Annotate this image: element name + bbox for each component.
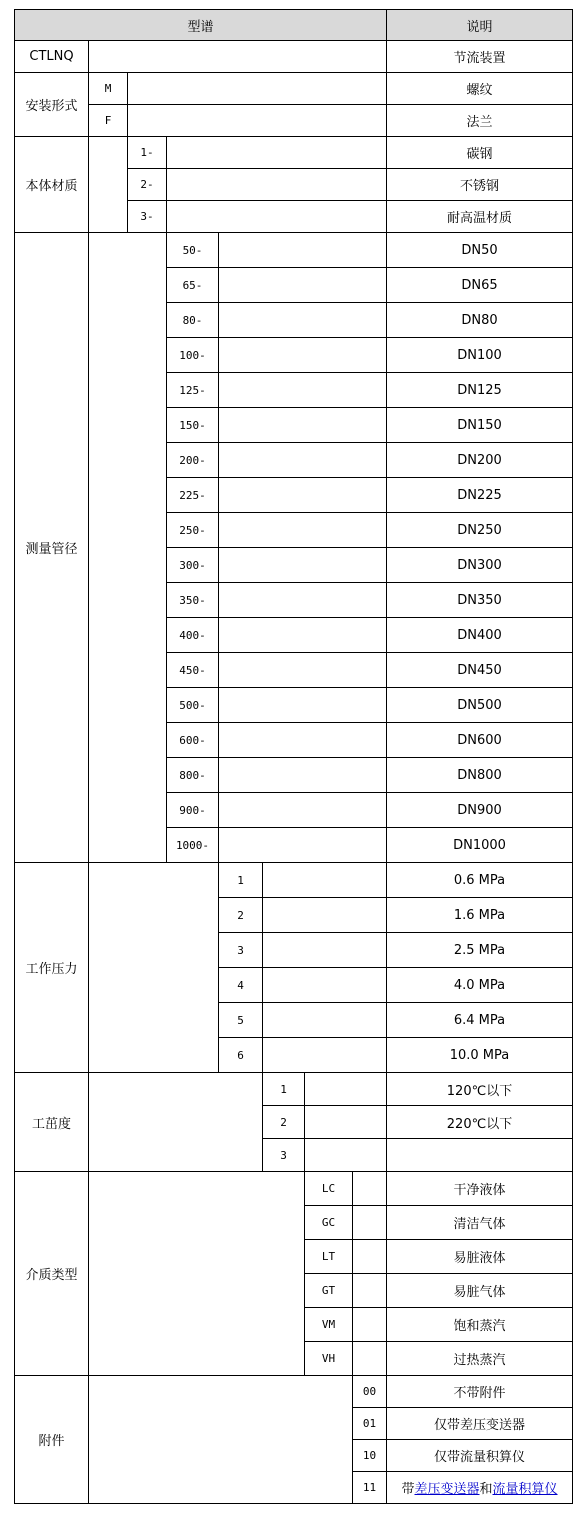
option-code: GC — [305, 1206, 353, 1240]
option-code: 1 — [219, 863, 263, 898]
option-code: 11 — [353, 1472, 387, 1504]
description-link[interactable]: 流量积算仪 — [492, 1482, 558, 1497]
spacer-cell — [89, 1376, 353, 1504]
table-row — [15, 863, 573, 898]
option-code: LT — [305, 1240, 353, 1274]
spacer-cell — [263, 933, 387, 968]
spacer-cell — [263, 863, 387, 898]
spacer-cell — [89, 1172, 305, 1376]
description-cell: 节流装置 — [387, 41, 573, 73]
option-code: 80- — [167, 303, 219, 338]
description-cell: 6.4 MPa — [387, 1003, 573, 1038]
option-code: F — [89, 105, 128, 137]
description-cell: 仅带差压变送器 — [387, 1408, 573, 1440]
spacer-cell — [219, 373, 387, 408]
option-code: 900- — [167, 793, 219, 828]
spacer-cell — [219, 618, 387, 653]
spacer-cell — [305, 1073, 387, 1106]
description-cell: DN400 — [387, 618, 573, 653]
description-cell: DN100 — [387, 338, 573, 373]
description-cell: DN200 — [387, 443, 573, 478]
description-cell: 1.6 MPa — [387, 898, 573, 933]
spacer-cell — [89, 41, 387, 73]
spacer-cell — [305, 1106, 387, 1139]
option-code: VM — [305, 1308, 353, 1342]
description-cell: 0.6 MPa — [387, 863, 573, 898]
description-cell: 碳钢 — [387, 137, 573, 169]
spacer-cell — [353, 1172, 387, 1206]
table-row — [15, 41, 573, 73]
description-cell: 易脏液体 — [387, 1240, 573, 1274]
option-code: 1000- — [167, 828, 219, 863]
model-prefix-code: CTLNQ — [15, 41, 89, 73]
spacer-cell — [219, 478, 387, 513]
description-cell: DN450 — [387, 653, 573, 688]
option-code: 350- — [167, 583, 219, 618]
description-cell — [387, 1472, 573, 1504]
description-cell: 10.0 MPa — [387, 1038, 573, 1073]
option-code: GT — [305, 1274, 353, 1308]
spacer-cell — [263, 968, 387, 1003]
spacer-cell — [167, 137, 387, 169]
option-code: 225- — [167, 478, 219, 513]
header-row — [15, 10, 573, 41]
table-row — [15, 73, 573, 105]
option-code: 100- — [167, 338, 219, 373]
description-cell: 不带附件 — [387, 1376, 573, 1408]
description-link[interactable]: 差压变送器 — [414, 1482, 480, 1497]
spacer-cell — [305, 1139, 387, 1172]
description-cell: 120℃以下 — [387, 1073, 573, 1106]
spacer-cell — [353, 1342, 387, 1376]
table-row — [15, 1376, 573, 1408]
description-cell: 清洁气体 — [387, 1206, 573, 1240]
description-cell: 2.5 MPa — [387, 933, 573, 968]
description-cell: 4.0 MPa — [387, 968, 573, 1003]
spacer-cell — [219, 303, 387, 338]
description-cell: DN300 — [387, 548, 573, 583]
description-cell: 仅带流量积算仪 — [387, 1440, 573, 1472]
spacer-cell — [89, 1073, 263, 1172]
option-code: 600- — [167, 723, 219, 758]
description-cell: 法兰 — [387, 105, 573, 137]
spacer-cell — [353, 1274, 387, 1308]
description-cell: DN900 — [387, 793, 573, 828]
spacer-cell — [263, 1003, 387, 1038]
option-code: 200- — [167, 443, 219, 478]
spacer-cell — [353, 1206, 387, 1240]
model-spec-table — [14, 9, 573, 1504]
spacer-cell — [219, 268, 387, 303]
description-cell: DN250 — [387, 513, 573, 548]
option-code: 3- — [128, 201, 167, 233]
description-cell: DN500 — [387, 688, 573, 723]
spacer-cell — [219, 548, 387, 583]
spacer-cell — [219, 513, 387, 548]
option-code: 65- — [167, 268, 219, 303]
description-cell: DN125 — [387, 373, 573, 408]
description-cell: 220℃以下 — [387, 1106, 573, 1139]
description-cell: 易脏气体 — [387, 1274, 573, 1308]
option-code: VH — [305, 1342, 353, 1376]
option-code: 5 — [219, 1003, 263, 1038]
option-code: 1 — [263, 1073, 305, 1106]
option-code: 10 — [353, 1440, 387, 1472]
option-code: 4 — [219, 968, 263, 1003]
option-code: 50- — [167, 233, 219, 268]
spacer-cell — [219, 583, 387, 618]
spacer-cell — [219, 443, 387, 478]
option-code: 2 — [263, 1106, 305, 1139]
option-code: 500- — [167, 688, 219, 723]
spacer-cell — [219, 723, 387, 758]
spacer-cell — [219, 688, 387, 723]
description-cell: 饱和蒸汽 — [387, 1308, 573, 1342]
description-cell: 干净液体 — [387, 1172, 573, 1206]
description-text: 带 — [401, 1482, 415, 1497]
option-code: 450- — [167, 653, 219, 688]
option-code: 400- — [167, 618, 219, 653]
spacer-cell — [128, 73, 387, 105]
model-header: 型谱 — [15, 10, 387, 41]
option-code: 800- — [167, 758, 219, 793]
option-code: 2- — [128, 169, 167, 201]
description-cell — [387, 1139, 573, 1172]
option-code: 6 — [219, 1038, 263, 1073]
description-cell: 耐高温材质 — [387, 201, 573, 233]
install-type-label: 安装形式 — [15, 73, 89, 137]
spacer-cell — [219, 653, 387, 688]
spacer-cell — [128, 105, 387, 137]
temperature-label: 工茁度 — [15, 1073, 89, 1172]
table-row — [15, 233, 573, 268]
option-code: 00 — [353, 1376, 387, 1408]
description-cell: DN150 — [387, 408, 573, 443]
option-code: 300- — [167, 548, 219, 583]
description-cell: 螺纹 — [387, 73, 573, 105]
description-cell: DN65 — [387, 268, 573, 303]
spacer-cell — [263, 898, 387, 933]
body-material-label: 本体材质 — [15, 137, 89, 233]
spacer-cell — [219, 408, 387, 443]
option-code: 3 — [219, 933, 263, 968]
description-header: 说明 — [387, 10, 573, 41]
description-cell: DN350 — [387, 583, 573, 618]
option-code: 01 — [353, 1408, 387, 1440]
description-cell: DN600 — [387, 723, 573, 758]
medium-type-label: 介质类型 — [15, 1172, 89, 1376]
table-row — [15, 105, 573, 137]
spacer-cell — [353, 1308, 387, 1342]
table-row — [15, 1172, 573, 1206]
working-pressure-label: 工作压力 — [15, 863, 89, 1073]
description-text: 和 — [479, 1482, 493, 1497]
description-cell: 过热蒸汽 — [387, 1342, 573, 1376]
spacer-cell — [219, 233, 387, 268]
spacer-cell — [219, 793, 387, 828]
spacer-cell — [167, 169, 387, 201]
option-code: 250- — [167, 513, 219, 548]
option-code: 150- — [167, 408, 219, 443]
spacer-cell — [219, 828, 387, 863]
accessory-label: 附件 — [15, 1376, 89, 1504]
description-cell: DN1000 — [387, 828, 573, 863]
pipe-diameter-label: 测量管径 — [15, 233, 89, 863]
spacer-cell — [167, 201, 387, 233]
spacer-cell — [89, 233, 167, 863]
table-row — [15, 137, 573, 169]
option-code: 2 — [219, 898, 263, 933]
spacer-cell — [263, 1038, 387, 1073]
option-code: 1- — [128, 137, 167, 169]
spacer-cell — [219, 758, 387, 793]
option-code: M — [89, 73, 128, 105]
description-cell: DN80 — [387, 303, 573, 338]
option-code: 125- — [167, 373, 219, 408]
description-cell: DN800 — [387, 758, 573, 793]
description-cell: 不锈钢 — [387, 169, 573, 201]
option-code: 3 — [263, 1139, 305, 1172]
spacer-cell — [219, 338, 387, 373]
table-row — [15, 1073, 573, 1106]
spacer-cell — [89, 137, 128, 233]
description-cell: DN225 — [387, 478, 573, 513]
spacer-cell — [353, 1240, 387, 1274]
option-code: LC — [305, 1172, 353, 1206]
description-cell: DN50 — [387, 233, 573, 268]
spacer-cell — [89, 863, 219, 1073]
